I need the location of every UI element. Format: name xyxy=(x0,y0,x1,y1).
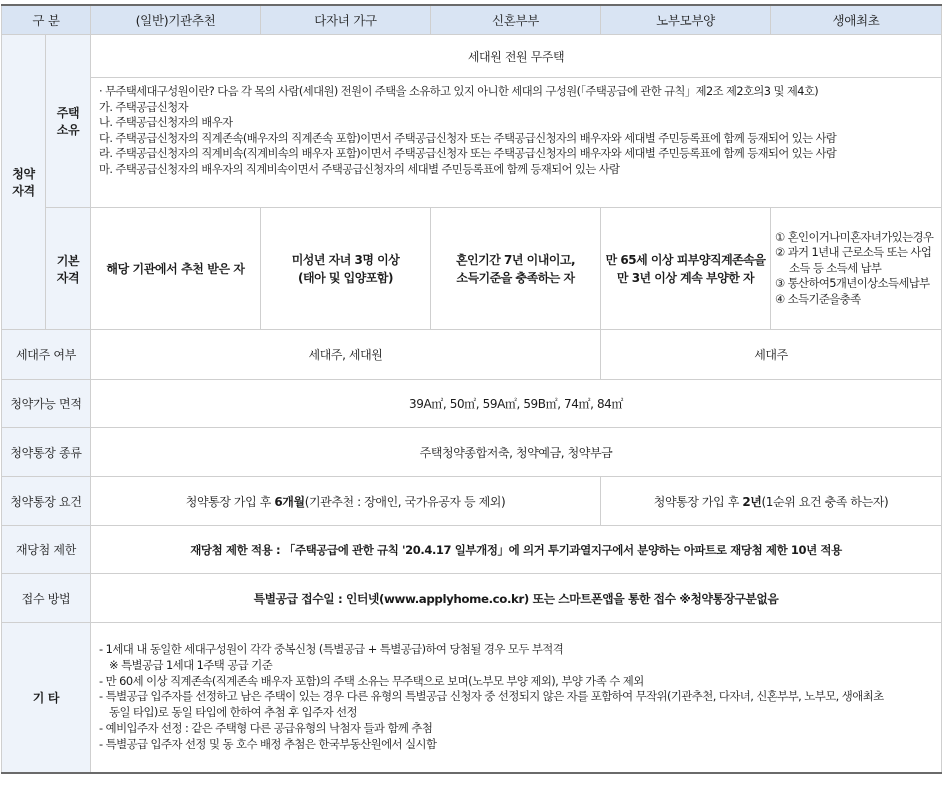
etc-row xyxy=(2,623,942,773)
area-label: 청약가능 면적 xyxy=(2,380,91,428)
etc-label: 기 타 xyxy=(2,623,91,773)
householder-left: 세대주, 세대원 xyxy=(91,330,601,380)
account-req-row xyxy=(2,477,942,526)
area-row xyxy=(2,380,942,428)
definition-line: 가. 주택공급신청자 xyxy=(99,100,189,114)
account-req-left-b: 6개월 xyxy=(274,494,305,509)
special-supply-table xyxy=(1,4,942,774)
account-req-right-a: 청약통장 가입 후 xyxy=(653,494,743,509)
multichild-line: (태아 및 입양포함) xyxy=(298,270,393,285)
note-line: - 특별공급 입주자를 선정하고 남은 주택이 있는 경우 다른 유형의 특별공급 신청자 중 선정되지 않은 자를 포함하여 무작위(기관추천, 다자녀, 신혼부부, 노부모, 생애최초 xyxy=(99,689,884,704)
housing-summary: 세대원 전원 무주택 xyxy=(91,35,942,78)
householder-right: 세대주 xyxy=(601,330,942,380)
account-req-left xyxy=(91,477,601,526)
account-type-label: 청약통장 종류 xyxy=(2,428,91,477)
account-req-left-a: 청약통장 가입 후 xyxy=(185,494,275,509)
account-type-value: 주택청약종합저축, 청약예금, 청약부금 xyxy=(91,428,942,477)
method-value: 특별공급 접수일 : 인터넷(www.applyhome.co.kr) 또는 스마트폰앱을 통한 접수 ※청약통장구분없음 xyxy=(91,574,942,623)
note-line: - 만 60세 이상 직계존속(직계존속 배우자 포함)의 주택 소유는 무주택으로 보며(노부모 부양 제외), 부양 가족 수 제외 xyxy=(99,673,644,688)
housing-definition-row xyxy=(2,78,942,208)
basic-multichild xyxy=(261,208,431,330)
header-firsttime: 생애최초 xyxy=(771,5,942,35)
firsttime-line: ① 혼인이거나미혼자녀가있는경우 xyxy=(775,229,934,244)
rewin-row xyxy=(2,526,942,574)
basic-firsttime xyxy=(771,208,942,330)
householder-label: 세대주 여부 xyxy=(2,330,91,380)
account-req-left-c: (기관추천 : 장애인, 국가유공자 등 제외) xyxy=(304,494,506,509)
newlywed-line: 혼인기간 7년 이내이고, xyxy=(455,252,576,267)
header-row xyxy=(2,5,942,35)
etc-notes xyxy=(91,623,942,773)
header-general: (일반)기관추천 xyxy=(91,5,261,35)
definition-line: 다. 주택공급신청자의 직계존속(배우자의 직계존속 포함)이면서 주택공급신청자 또는 주택공급신청자의 배우자와 세대별 주민등록표에 함께 등재되어 있는 사람 xyxy=(99,131,837,145)
account-req-right-b: 2년 xyxy=(742,494,762,509)
header-elderly: 노부모부양 xyxy=(601,5,771,35)
note-line: ※ 특별공급 1세대 1주택 공급 기준 xyxy=(109,657,273,672)
firsttime-line: ③ 통산하여5개년이상소득세납부 xyxy=(775,276,930,291)
firsttime-line: ② 과거 1년내 근로소득 또는 사업 xyxy=(775,245,932,260)
method-label: 접수 방법 xyxy=(2,574,91,623)
definition-line: · 무주택세대구성원이란? 다음 각 목의 사람(세대원) 전원이 주택을 소유하고 있지 아니한 세대의 구성원(「주택공급에 관한 규칙」제2조 제2호의3 및 제4호) xyxy=(99,85,819,98)
rewin-label: 재당첨 제한 xyxy=(2,526,91,574)
note-line: - 1세대 내 동일한 세대구성원이 각각 중복신청 (특별공급 + 특별공급)하여 당첨될 경우 모두 부적격 xyxy=(99,641,564,656)
basic-label: 기본 자격 xyxy=(46,208,91,330)
basic-general: 해당 기관에서 추천 받은 자 xyxy=(91,208,261,330)
householder-row xyxy=(2,330,942,380)
definition-line: 마. 주택공급신청자의 배우자의 직계비속이면서 주택공급신청자의 세대별 주민등록표에 함께 등재되어 있는 사람 xyxy=(99,162,620,176)
firsttime-line: 소득 등 소득세 납부 xyxy=(789,260,882,275)
note-line: 동일 타입)로 동일 타입에 한하여 추첨 후 입주자 선정 xyxy=(109,705,357,720)
note-line: - 특별공급 입주자 선정 및 동 호수 배정 추첨은 한국부동산원에서 실시함 xyxy=(99,736,437,751)
housing-definition xyxy=(91,78,942,208)
housing-label: 주택 소유 xyxy=(46,35,91,208)
basic-newlywed xyxy=(431,208,601,330)
elderly-line: 만 65세 이상 피부양직계존속을 xyxy=(605,252,766,267)
multichild-line: 미성년 자녀 3명 이상 xyxy=(291,252,400,267)
note-line: - 예비입주자 선정 : 같은 주택형 다른 공급유형의 낙첨자 들과 함께 추첨 xyxy=(99,720,433,735)
eligibility-label: 청약 자격 xyxy=(2,35,46,330)
area-value: 39A㎡, 50㎡, 59A㎡, 59B㎡, 74㎡, 84㎡ xyxy=(91,380,942,428)
header-multichild: 다자녀 가구 xyxy=(261,5,431,35)
definition-line: 나. 주택공급신청자의 배우자 xyxy=(99,116,233,130)
rewin-value: 재당첨 제한 적용 : 「주택공급에 관한 규칙 '20.4.17 일부개정」에 의거 투기과열지구에서 분양하는 아파트로 재당첨 제한 10년 적용 xyxy=(91,526,942,574)
header-newlywed: 신혼부부 xyxy=(431,5,601,35)
elderly-line: 만 3년 이상 계속 부양한 자 xyxy=(616,270,755,285)
account-req-right-c: (1순위 요건 충족 하는자) xyxy=(761,494,889,509)
header-category: 구 분 xyxy=(2,5,91,35)
newlywed-line: 소득기준을 충족하는 자 xyxy=(456,270,575,285)
basic-elderly xyxy=(601,208,771,330)
method-row xyxy=(2,574,942,623)
account-req-label: 청약통장 요건 xyxy=(2,477,91,526)
firsttime-line: ④ 소득기준을충족 xyxy=(775,291,861,306)
account-req-right xyxy=(601,477,942,526)
basic-qualification-row xyxy=(2,208,942,330)
account-type-row xyxy=(2,428,942,477)
definition-line: 라. 주택공급신청자의 직계비속(직계비속의 배우자 포함)이면서 주택공급신청자 또는 주택공급신청자의 배우자와 세대별 주민등록표에 함께 등재되어 있는 사람 xyxy=(99,147,837,161)
housing-summary-row xyxy=(2,35,942,78)
